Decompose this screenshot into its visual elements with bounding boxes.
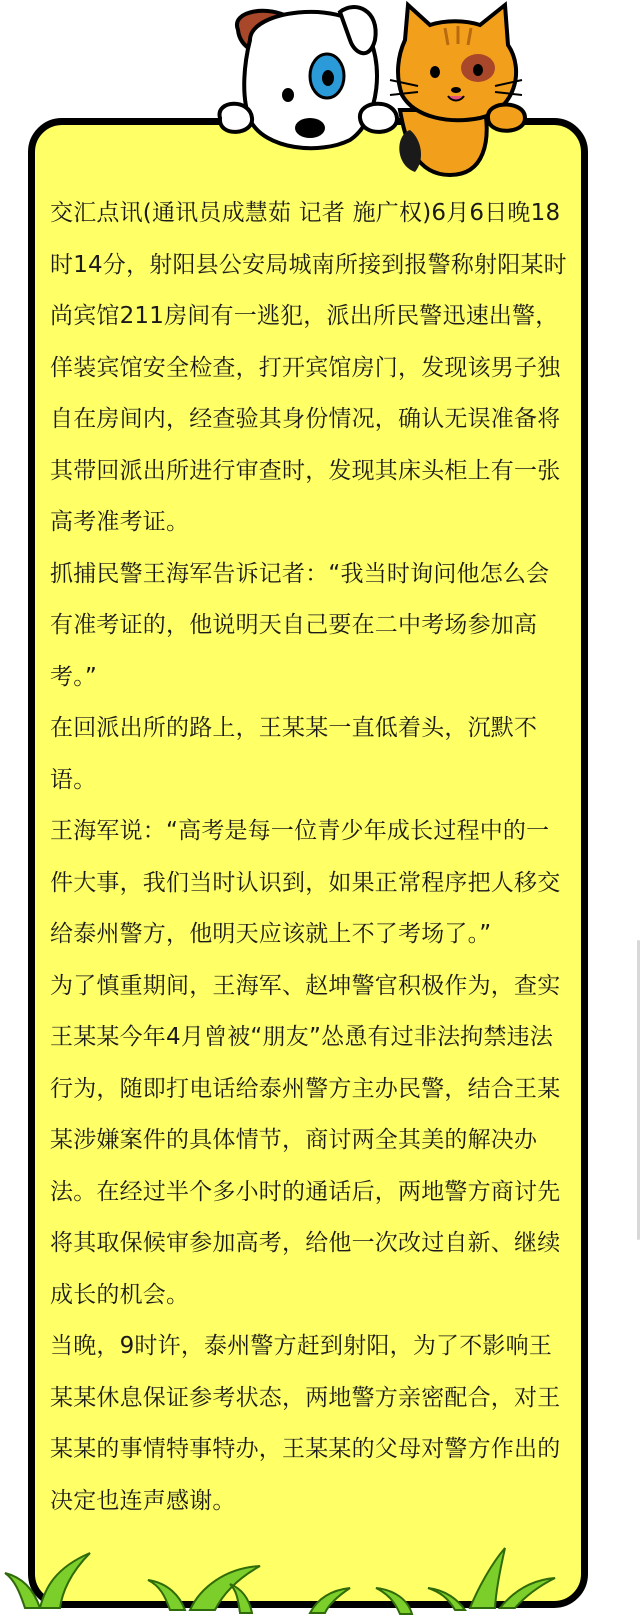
cat-icon	[390, 5, 525, 175]
news-article	[50, 188, 570, 1527]
pets-illustration	[190, 0, 550, 180]
article-paragraph: 王海军说：“高考是每一位青少年成长过程中的一件大事，我们当时认识到，如果正常程序把人移交给泰州警方，他明天应该就上不了考场了。”	[50, 818, 561, 947]
article-paragraph: 当晚，9时许，泰州警方赶到射阳，为了不影响王某某休息保证参考状态，两地警方亲密配合，对王某某的事情特事特办，王某某的父母对警方作出的决定也连声感谢。	[50, 1333, 561, 1514]
article-paragraph: 为了慎重期间，王海军、赵坤警官积极作为，查实王某某今年4月曾被“朋友”怂恿有过非法拘禁违法行为，随即打电话给泰州警方主办民警，结合王某某涉嫌案件的具体情节，商讨两全其美的解决办法。在经过半个多小时的通话后，两地警方商讨先将其取保候审参加高考，给他一次改过自新、继续成长的机会。	[50, 972, 561, 1308]
article-paragraph: 在回派出所的路上，王某某一直低着头，沉默不语。	[50, 715, 538, 793]
article-paragraph: 抓捕民警王海军告诉记者：“我当时询问他怎么会有准考证的，他说明天自己要在二中考场参加高考。”	[50, 560, 550, 690]
grass-icon	[0, 1508, 640, 1623]
article-paragraph: 交汇点讯(通讯员成慧茹 记者 施广权)6月6日晚18时14分，射阳县公安局城南所接到报警称射阳某时尚宾馆211房间有一逃犯，派出所民警迅速出警，佯装宾馆安全检查，打开宾馆房门，发现该男子独自在房间内，经查验其身份情况，确认无误准备将其带回派出所进行审查时，发现其床头柜上有一张高考准考证。	[50, 200, 567, 535]
dog-icon	[220, 7, 398, 148]
